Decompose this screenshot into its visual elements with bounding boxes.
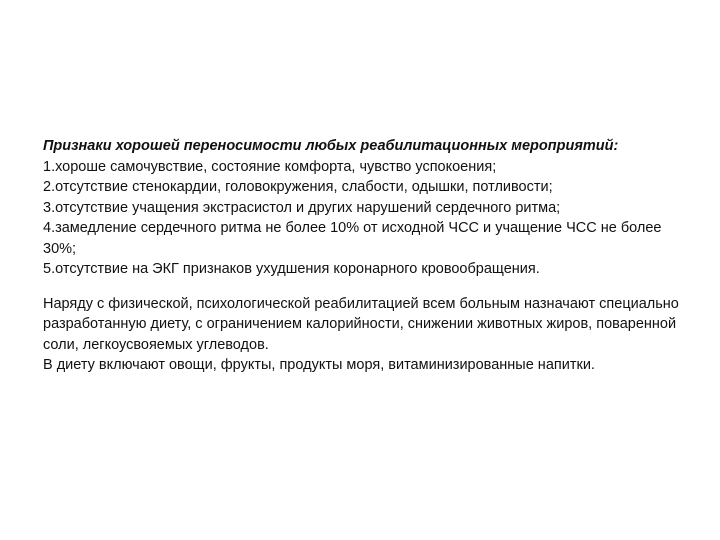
list-item: 4.замедление сердечного ритма не более 10% от исходной ЧСС и учащение ЧСС не более 30%; xyxy=(43,220,662,257)
list-item: 1.хороше самочувствие, состояние комфорта, чувство успокоения; xyxy=(43,158,497,175)
tolerance-signs-list xyxy=(43,157,683,280)
diet-paragraph: Наряду с физической, психологической реабилитацией всем больным назначают специально разработанную диету, с ограничением калорийности, снижении животных жиров, поваренной соли, легкоусвояемых углеводов. xyxy=(43,295,679,353)
list-item: 3.отсутствие учащения экстрасистол и других нарушений сердечного ритма; xyxy=(43,199,561,216)
diet-section xyxy=(43,294,683,376)
list-item: 2.отсутствие стенокардии, головокружения, слабости, одышки, потливости; xyxy=(43,179,553,195)
diet-foods-paragraph: В диету включают овощи, фрукты, продукты моря, витаминизированные напитки. xyxy=(43,357,595,373)
good-tolerance-heading: Признаки хорошей переносимости любых реабилитационных мероприятий: xyxy=(43,138,619,154)
document-body xyxy=(43,136,683,376)
list-item: 5.отсутствие на ЭКГ признаков ухудшения коронарного кровообращения. xyxy=(43,261,540,277)
